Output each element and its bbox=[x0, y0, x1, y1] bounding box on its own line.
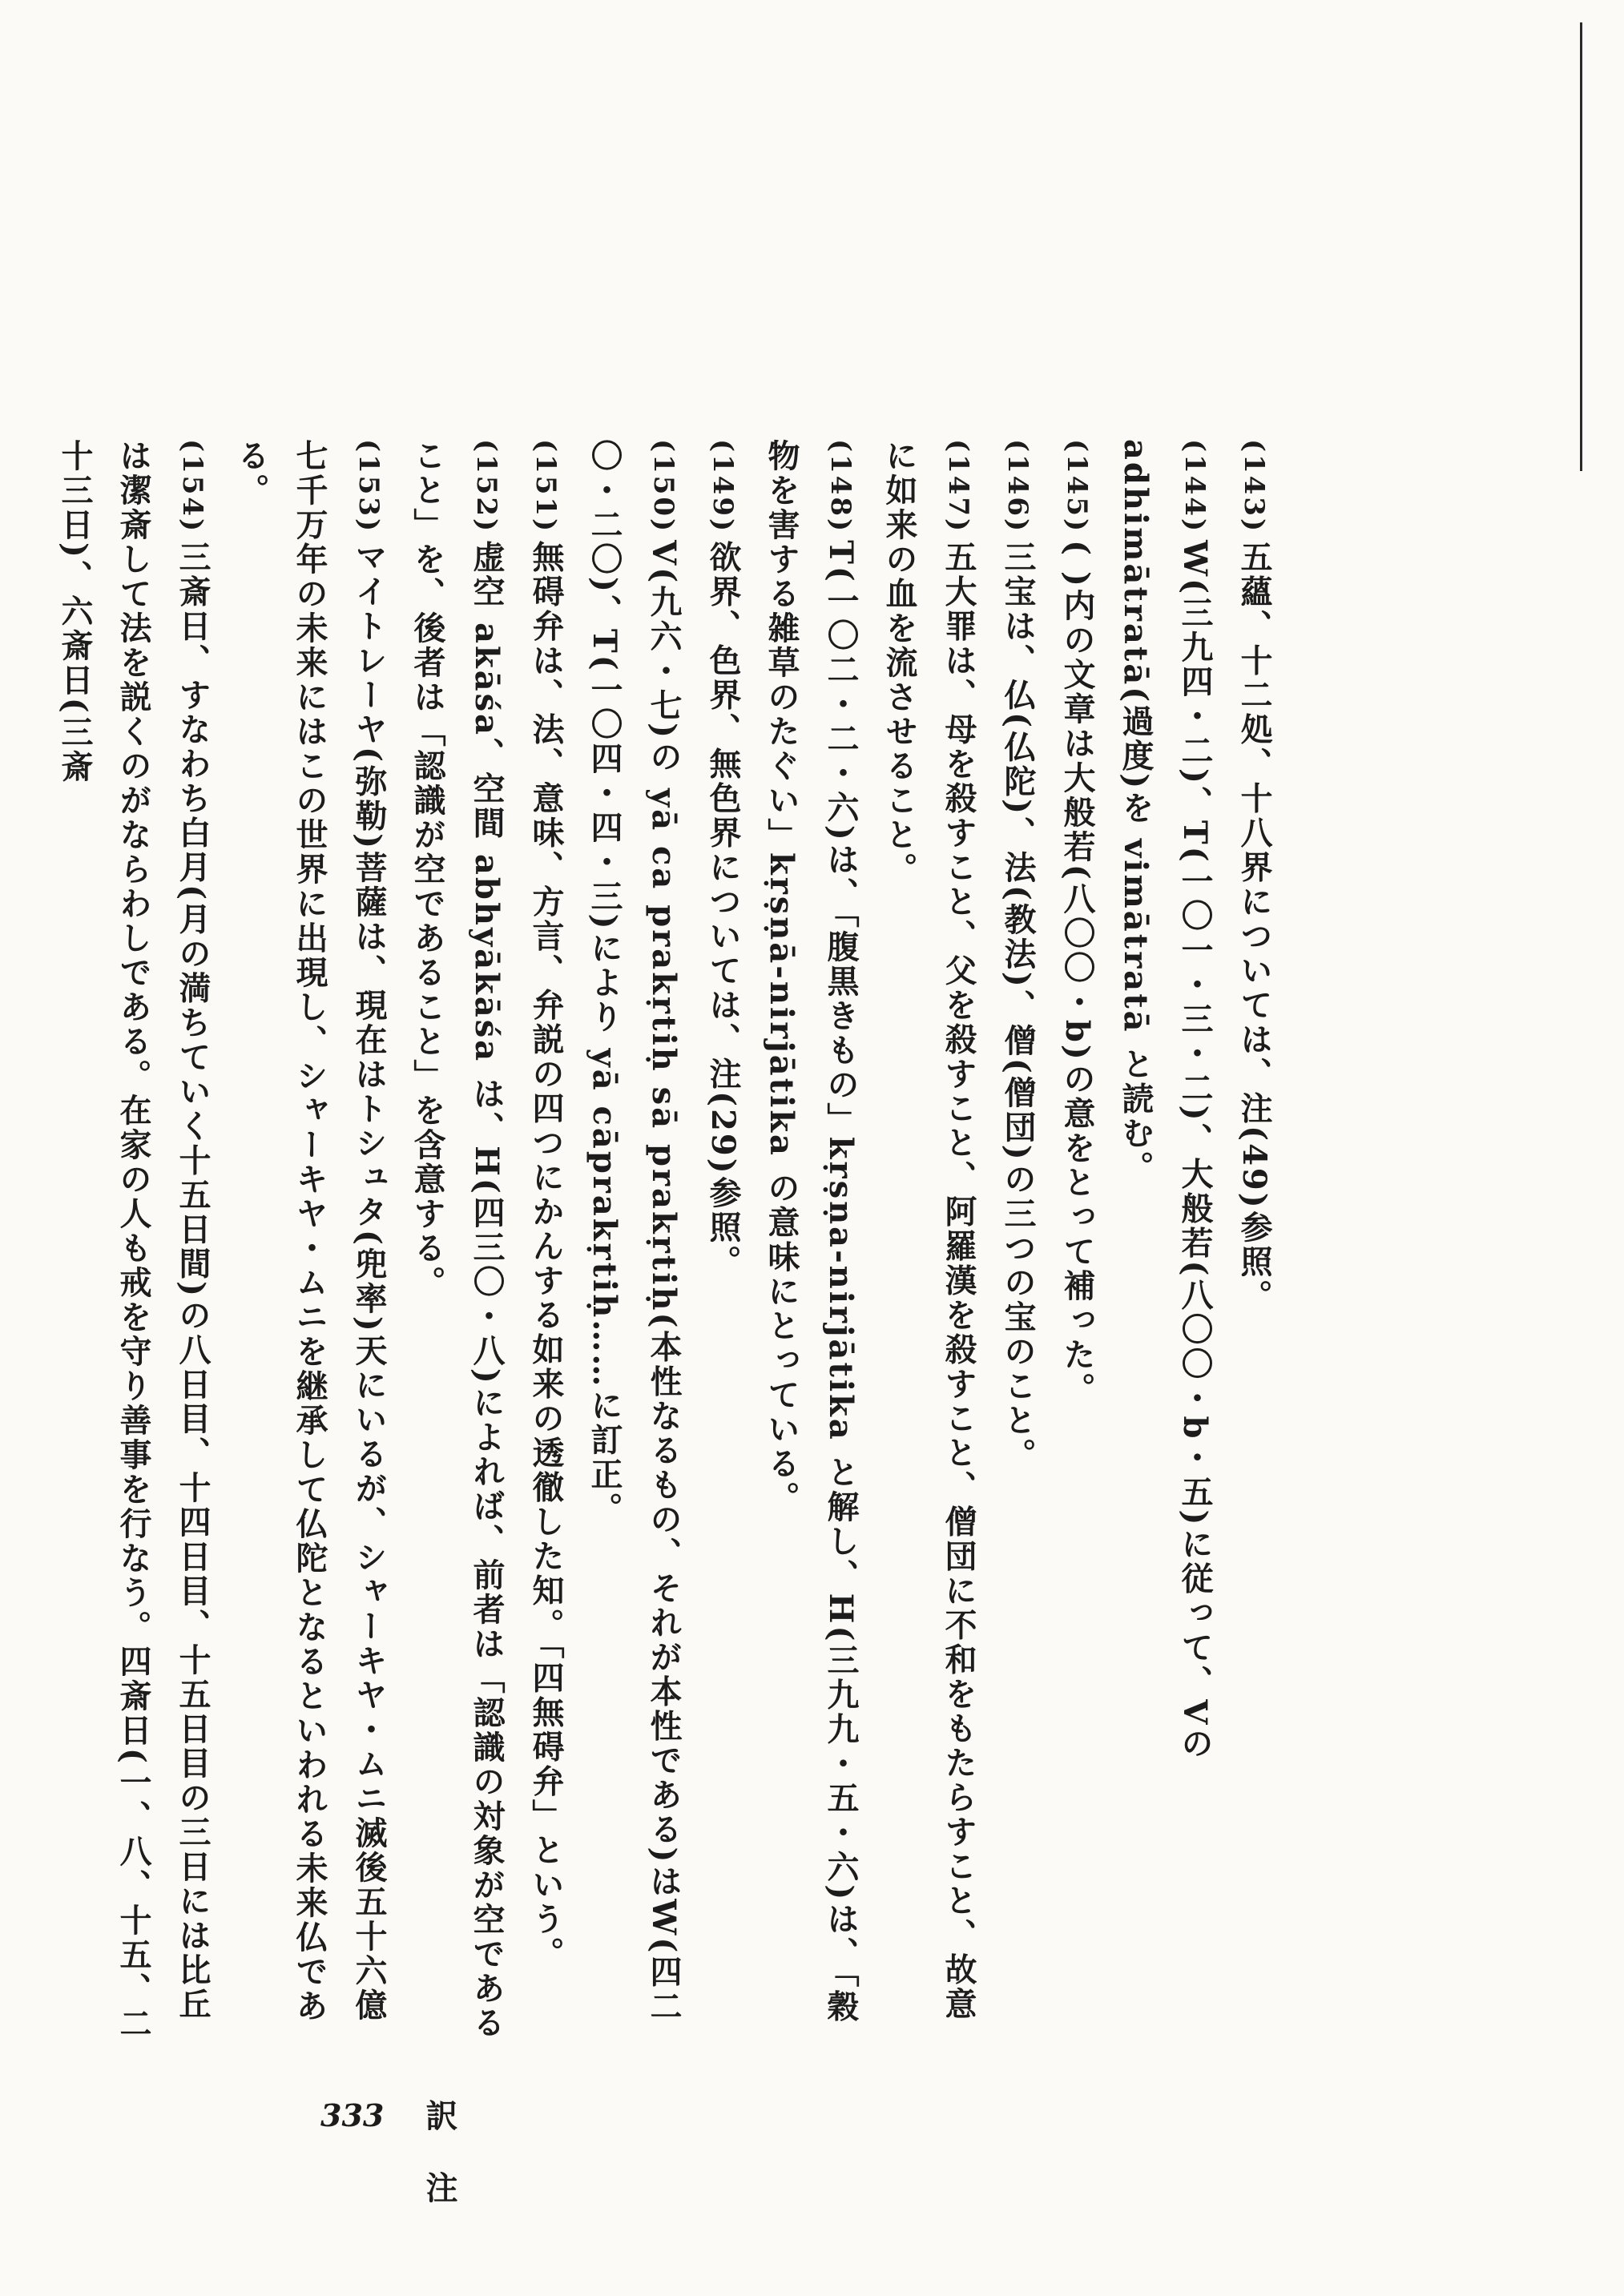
section-title: 訳 注 bbox=[421, 2099, 458, 2217]
note-number: (151) bbox=[530, 439, 562, 534]
note-149 bbox=[693, 439, 752, 2041]
note-number: (150) bbox=[647, 439, 679, 534]
note-153 bbox=[222, 439, 398, 2041]
note-number: (147) bbox=[942, 439, 974, 534]
note-number: (146) bbox=[1001, 439, 1034, 534]
note-text: W(三九四・二)、T(一〇一・三・二)、大般若(八〇〇・b・五)に従って、Vの adhimātratā(過度)を vimātratā と読む。 bbox=[1117, 439, 1214, 1762]
note-number: (144) bbox=[1179, 439, 1211, 534]
note-text: 五蘊、十二処、十八界については、注(49)参照。 bbox=[1235, 540, 1273, 1314]
note-number: (148) bbox=[824, 439, 856, 534]
page-edge-rule bbox=[1580, 22, 1582, 471]
note-number: (143) bbox=[1238, 439, 1270, 534]
note-text: 虚空 akāśa、空間 abhyākāśa は、H(四三〇・八)によれば、前者は「認識の対象が空であること」を、後者は「認識が空であること」を含意する。 bbox=[409, 439, 506, 2040]
notes-body bbox=[46, 439, 1283, 2041]
note-text: ( )内の文章は大般若(八〇〇・b)の意をとって補った。 bbox=[1058, 540, 1096, 1407]
note-146 bbox=[988, 439, 1047, 2041]
note-148 bbox=[752, 439, 870, 2041]
note-152 bbox=[398, 439, 516, 2041]
note-text: マイトレーヤ(弥勒)菩薩は、現在はトシュタ(兜率)天にいるが、シャーキヤ・ムニ滅後五十六億七千万年の未来にはこの世界に出現し、シャーキヤ・ムニを継承して仏陀となるといわれる未来仏である。 bbox=[232, 439, 388, 2024]
note-text: 三宝は、仏(仏陀)、法(教法)、僧(僧団)の三つの宝のこと。 bbox=[999, 540, 1037, 1472]
note-text: T(一〇二・二・六)は、「腹黒きもの」kṛṣṇa-nirjātika と解し、H(三九九・五・六)は、「穀物を害する雑草のたぐい」kṛṣṇā-nirjātika の意味にとっている。 bbox=[763, 439, 860, 2024]
note-text: 五大罪は、母を殺すこと、父を殺すこと、阿羅漢を殺すこと、僧団に不和をもたらすこと、故意に如来の血を流させること。 bbox=[881, 439, 977, 2022]
note-143 bbox=[1224, 439, 1283, 2041]
note-number: (145) bbox=[1061, 439, 1093, 534]
note-145 bbox=[1047, 439, 1106, 2041]
note-text: 無碍弁は、法、意味、方言、弁説の四つにかんする如来の透徹した知。「四無碍弁」という。 bbox=[527, 540, 565, 1972]
note-151 bbox=[516, 439, 575, 2041]
note-text: 欲界、色界、無色界については、注(29)参照。 bbox=[704, 540, 742, 1279]
note-number: (154) bbox=[176, 439, 208, 534]
note-number: (153) bbox=[353, 439, 385, 534]
note-text: 三斎日、すなわち白月(月の満ちていく十五日間)の八日目、十四日目、十五日目の三日には比丘は潔斎して法を説くのがならわしである。在家の人も戒を守り善事を行なう。四斎日(一、八、十五、二十三日)、六斎日(三斎 bbox=[56, 439, 212, 2041]
note-text: V(九六・七)の yā ca prakṛtiḥ sā prakṛtiḥ(本性なるもの、それが本性である)はW(四二〇・二〇)、T(一〇四・四・三)により yā cāprakṛtiḥ……に訂正。 bbox=[586, 439, 683, 2024]
page-number: 333 bbox=[320, 2097, 385, 2133]
note-147 bbox=[870, 439, 988, 2041]
note-number: (152) bbox=[470, 439, 502, 534]
note-154 bbox=[46, 439, 222, 2041]
note-144 bbox=[1106, 439, 1224, 2041]
note-150 bbox=[575, 439, 693, 2041]
note-number: (149) bbox=[707, 439, 739, 534]
